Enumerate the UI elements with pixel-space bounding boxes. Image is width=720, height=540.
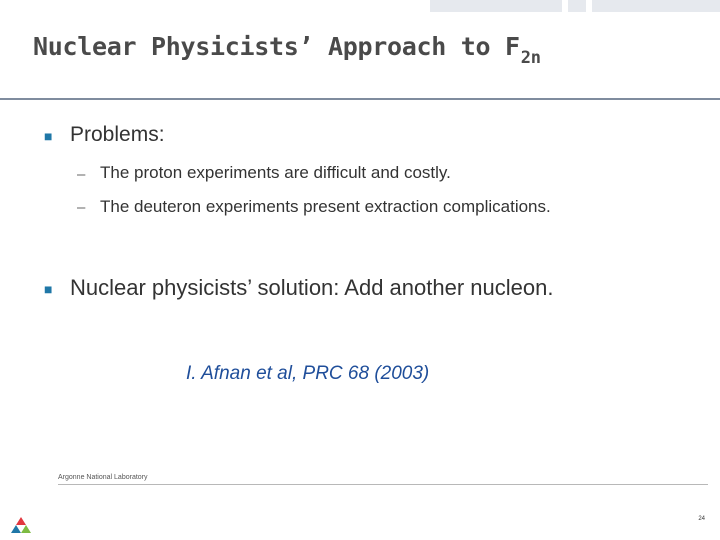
bullet-solution: Nuclear physicists’ solution: Add another nucleon. xyxy=(70,275,554,300)
header-decoration xyxy=(430,0,720,14)
bullet-problems: Problems: xyxy=(70,123,165,146)
dash-bullet-icon: – xyxy=(77,199,86,216)
square-bullet-icon: ■ xyxy=(44,281,53,297)
header-stripe xyxy=(568,0,586,12)
footer-divider xyxy=(58,484,708,485)
header-stripe xyxy=(592,0,720,12)
sub-bullet-deuteron: The deuteron experiments present extraction complications. xyxy=(100,197,551,216)
slide-title-subscript: 2n xyxy=(520,48,541,68)
argonne-logo-icon xyxy=(10,516,32,534)
page-number: 24 xyxy=(698,516,705,522)
slide-title-main: Nuclear Physicists’ Approach to F xyxy=(33,32,520,61)
header-stripe xyxy=(430,0,562,12)
citation: I. Afnan et al, PRC 68 (2003) xyxy=(186,363,430,384)
lab-name: Argonne National Laboratory xyxy=(58,474,148,481)
sub-bullet-proton: The proton experiments are difficult and costly. xyxy=(100,163,451,182)
dash-bullet-icon: – xyxy=(77,166,86,183)
slide-title xyxy=(33,32,541,68)
square-bullet-icon: ■ xyxy=(44,128,53,144)
title-divider xyxy=(0,98,720,100)
